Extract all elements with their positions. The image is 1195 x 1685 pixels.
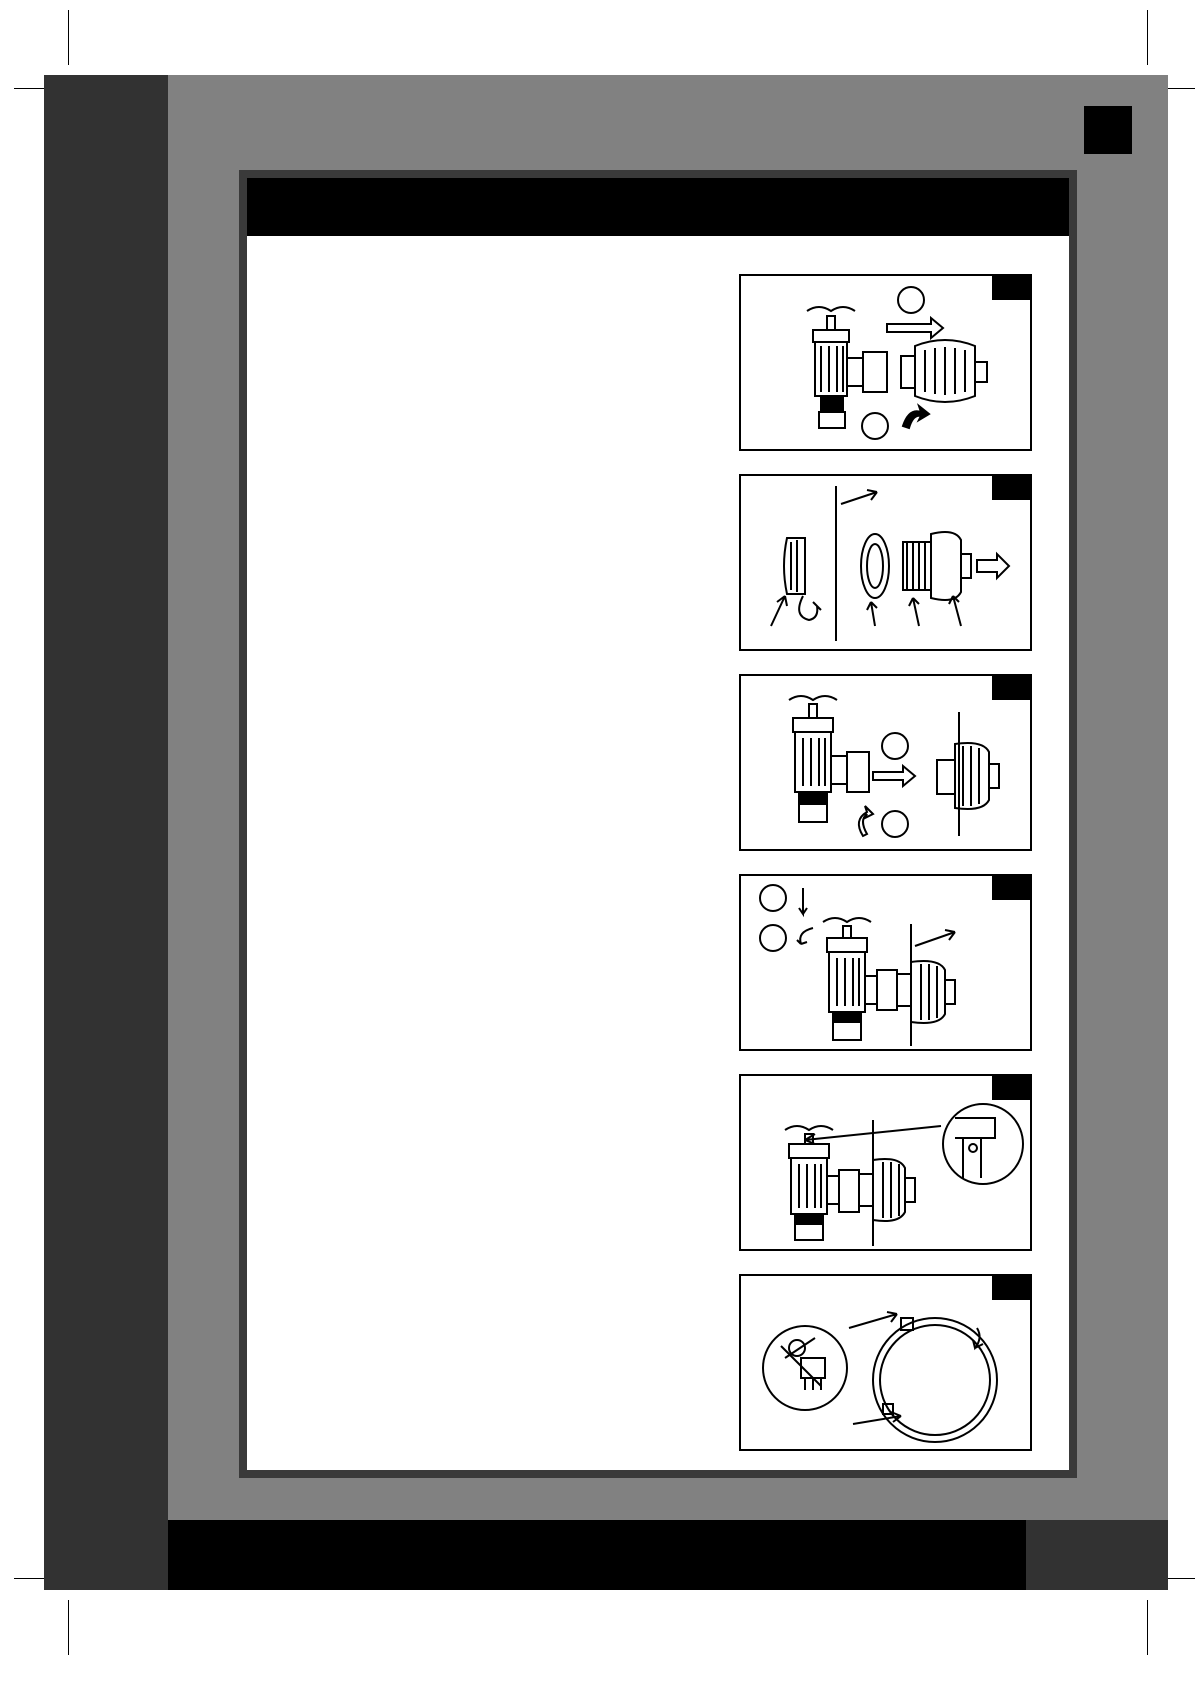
valve-detail-illustration [741, 1076, 1034, 1253]
crop-mark [1147, 1600, 1148, 1655]
page-footer-tab [1026, 1520, 1168, 1590]
page-footer-bar [168, 1520, 1026, 1590]
crop-mark [68, 1600, 69, 1655]
page-corner-marker [1084, 106, 1132, 154]
panel-header-bar [247, 178, 1069, 236]
valve-to-strainer-illustration [741, 276, 1034, 453]
instruction-figure-2 [739, 474, 1032, 651]
instruction-figure-6 [739, 1274, 1032, 1451]
instruction-figure-5 [739, 1074, 1032, 1251]
valve-attach-illustration [741, 676, 1034, 853]
instruction-figure-4 [739, 874, 1032, 1051]
pool-overview-illustration [741, 1276, 1034, 1453]
crop-mark [68, 10, 69, 65]
instruction-figure-1 [739, 274, 1032, 451]
strainer-exploded-illustration [741, 476, 1034, 653]
crop-mark [1147, 10, 1148, 65]
valve-assembled-illustration [741, 876, 1034, 1053]
instruction-figure-3 [739, 674, 1032, 851]
left-side-strip [44, 75, 168, 1590]
